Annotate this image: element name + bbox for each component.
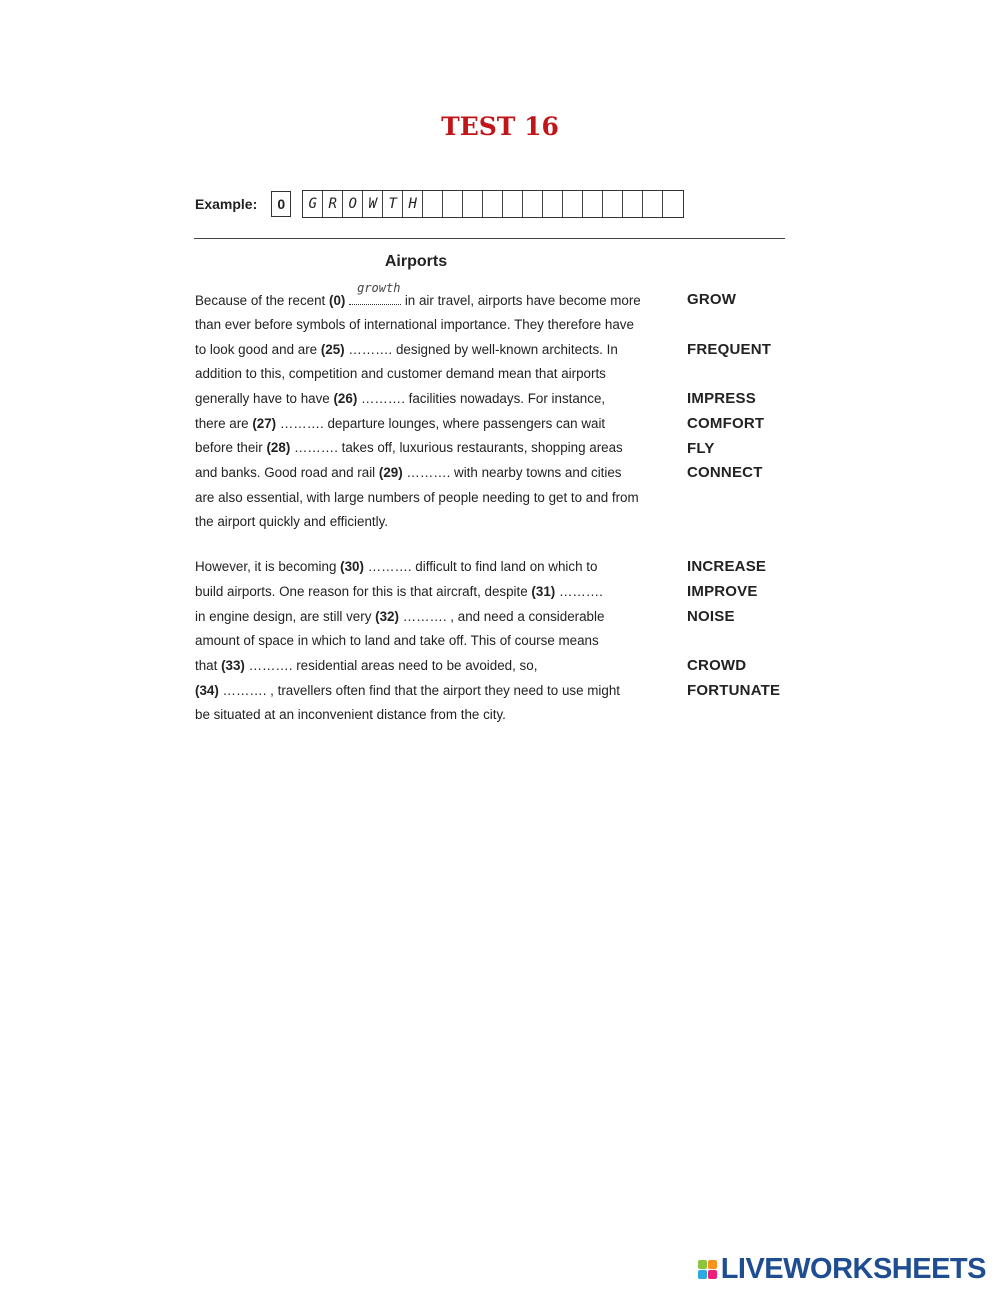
keyword-grow: GROW bbox=[687, 291, 737, 308]
letter-cell: T bbox=[383, 191, 403, 217]
line-text: ………. residential areas need to be avoided, so, bbox=[244, 658, 538, 673]
page-title: TEST 16 bbox=[441, 112, 559, 141]
example-answer-text: growth bbox=[357, 281, 401, 295]
example-answer-blank[interactable] bbox=[349, 281, 401, 305]
keyword-comfort: COMFORT bbox=[687, 415, 765, 432]
text-line bbox=[195, 609, 604, 624]
text-line bbox=[195, 440, 623, 455]
logo-square bbox=[708, 1260, 717, 1269]
line-text: than ever before symbols of international importance. They therefore have bbox=[195, 317, 634, 332]
letter-cell bbox=[563, 191, 583, 217]
brand-name: LIVEWORKSHEETS bbox=[720, 1253, 986, 1285]
line-text: addition to this, competition and customer demand mean that airports bbox=[195, 366, 606, 381]
text-line bbox=[195, 366, 606, 381]
gap-number: (31) bbox=[531, 584, 556, 599]
letter-cell bbox=[463, 191, 483, 217]
text-line bbox=[195, 559, 597, 574]
line-text: build airports. One reason for this is that aircraft, despite bbox=[195, 584, 532, 599]
gap-number: (30) bbox=[340, 559, 364, 574]
keyword-impress: IMPRESS bbox=[687, 390, 756, 407]
line-text: and banks. Good road and rail bbox=[195, 465, 379, 480]
gap-number: (32) bbox=[375, 609, 399, 624]
text-line bbox=[195, 707, 506, 722]
keyword-increase: INCREASE bbox=[687, 558, 767, 575]
text-line bbox=[195, 391, 605, 406]
gap-number: (26) bbox=[333, 391, 358, 406]
keyword-frequent: FREQUENT bbox=[687, 341, 772, 358]
gap-number: (27) bbox=[252, 416, 277, 431]
line-text: ………. departure lounges, where passengers can wait bbox=[276, 416, 606, 431]
text-line bbox=[195, 465, 622, 480]
section-heading: Airports bbox=[384, 253, 448, 270]
letter-cell bbox=[443, 191, 463, 217]
letter-cell bbox=[583, 191, 603, 217]
keyword-fortunate: FORTUNATE bbox=[687, 682, 781, 699]
gap-number: (33) bbox=[221, 658, 245, 673]
gap-number: (0) bbox=[329, 293, 346, 308]
gap-number: (25) bbox=[320, 342, 345, 357]
example-letter-grid bbox=[302, 190, 684, 218]
keyword-improve: IMPROVE bbox=[687, 583, 758, 600]
logo-icon bbox=[698, 1260, 717, 1279]
text-line bbox=[195, 317, 634, 332]
line-text: ………. with nearby towns and cities bbox=[402, 465, 622, 480]
letter-cell bbox=[523, 191, 543, 217]
text-line bbox=[195, 658, 537, 673]
letter-cell bbox=[423, 191, 443, 217]
line-text: Because of the recent bbox=[195, 293, 329, 308]
line-text: ………. difficult to find land on which to bbox=[363, 559, 598, 574]
letter-cell bbox=[603, 191, 623, 217]
divider bbox=[194, 238, 785, 239]
letter-cell: O bbox=[343, 191, 363, 217]
text-line bbox=[195, 633, 599, 648]
line-text: ………. , travellers often find that the airport they need to use might bbox=[218, 683, 621, 698]
line-text: in air travel, airports have become more bbox=[401, 293, 641, 308]
line-text: ………. facilities nowadays. For instance, bbox=[357, 391, 606, 406]
line-text: ………. takes off, luxurious restaurants, shopping areas bbox=[290, 440, 623, 455]
liveworksheets-logo bbox=[698, 1253, 986, 1286]
line-text: are also essential, with large numbers of people needing to get to and from bbox=[195, 490, 639, 505]
example-row bbox=[195, 189, 684, 219]
line-text: ………. bbox=[555, 584, 603, 599]
text-line bbox=[195, 490, 639, 505]
text-line bbox=[195, 584, 603, 599]
line-text: there are bbox=[195, 416, 253, 431]
letter-cell bbox=[483, 191, 503, 217]
letter-cell bbox=[663, 191, 683, 217]
text-line bbox=[195, 683, 620, 698]
line-text: to look good and are bbox=[195, 342, 321, 357]
keyword-crowd: CROWD bbox=[687, 657, 747, 674]
text-line bbox=[195, 342, 618, 357]
line-text: ………. designed by well-known architects. In bbox=[344, 342, 618, 357]
letter-cell bbox=[503, 191, 523, 217]
line-text: be situated at an inconvenient distance from the city. bbox=[195, 707, 506, 722]
text-line bbox=[195, 281, 641, 308]
line-text: generally have to have bbox=[195, 391, 334, 406]
line-text: before their bbox=[195, 440, 267, 455]
letter-cell bbox=[623, 191, 643, 217]
keyword-noise: NOISE bbox=[687, 608, 735, 625]
letter-cell bbox=[543, 191, 563, 217]
letter-cell: R bbox=[323, 191, 343, 217]
letter-cell: G bbox=[303, 191, 323, 217]
line-text: that bbox=[195, 658, 222, 673]
gap-number: (29) bbox=[378, 465, 403, 480]
line-text: However, it is becoming bbox=[195, 559, 341, 574]
logo-square bbox=[698, 1260, 707, 1269]
gap-number: (28) bbox=[266, 440, 291, 455]
example-number-box: 0 bbox=[271, 191, 291, 217]
letter-cell: H bbox=[403, 191, 423, 217]
text-line bbox=[195, 514, 388, 529]
line-text: ………. , and need a considerable bbox=[398, 609, 605, 624]
example-label: Example: bbox=[195, 196, 258, 212]
logo-square bbox=[698, 1270, 707, 1279]
line-text: the airport quickly and efficiently. bbox=[195, 514, 389, 529]
logo-square bbox=[708, 1270, 717, 1279]
gap-number: (34) bbox=[195, 683, 219, 698]
keyword-connect: CONNECT bbox=[687, 464, 763, 481]
text-line bbox=[195, 416, 605, 431]
letter-cell bbox=[643, 191, 663, 217]
line-text: amount of space in which to land and take off. This of course means bbox=[195, 633, 599, 648]
letter-cell: W bbox=[363, 191, 383, 217]
line-text: in engine design, are still very bbox=[195, 609, 376, 624]
keyword-fly: FLY bbox=[687, 440, 715, 457]
